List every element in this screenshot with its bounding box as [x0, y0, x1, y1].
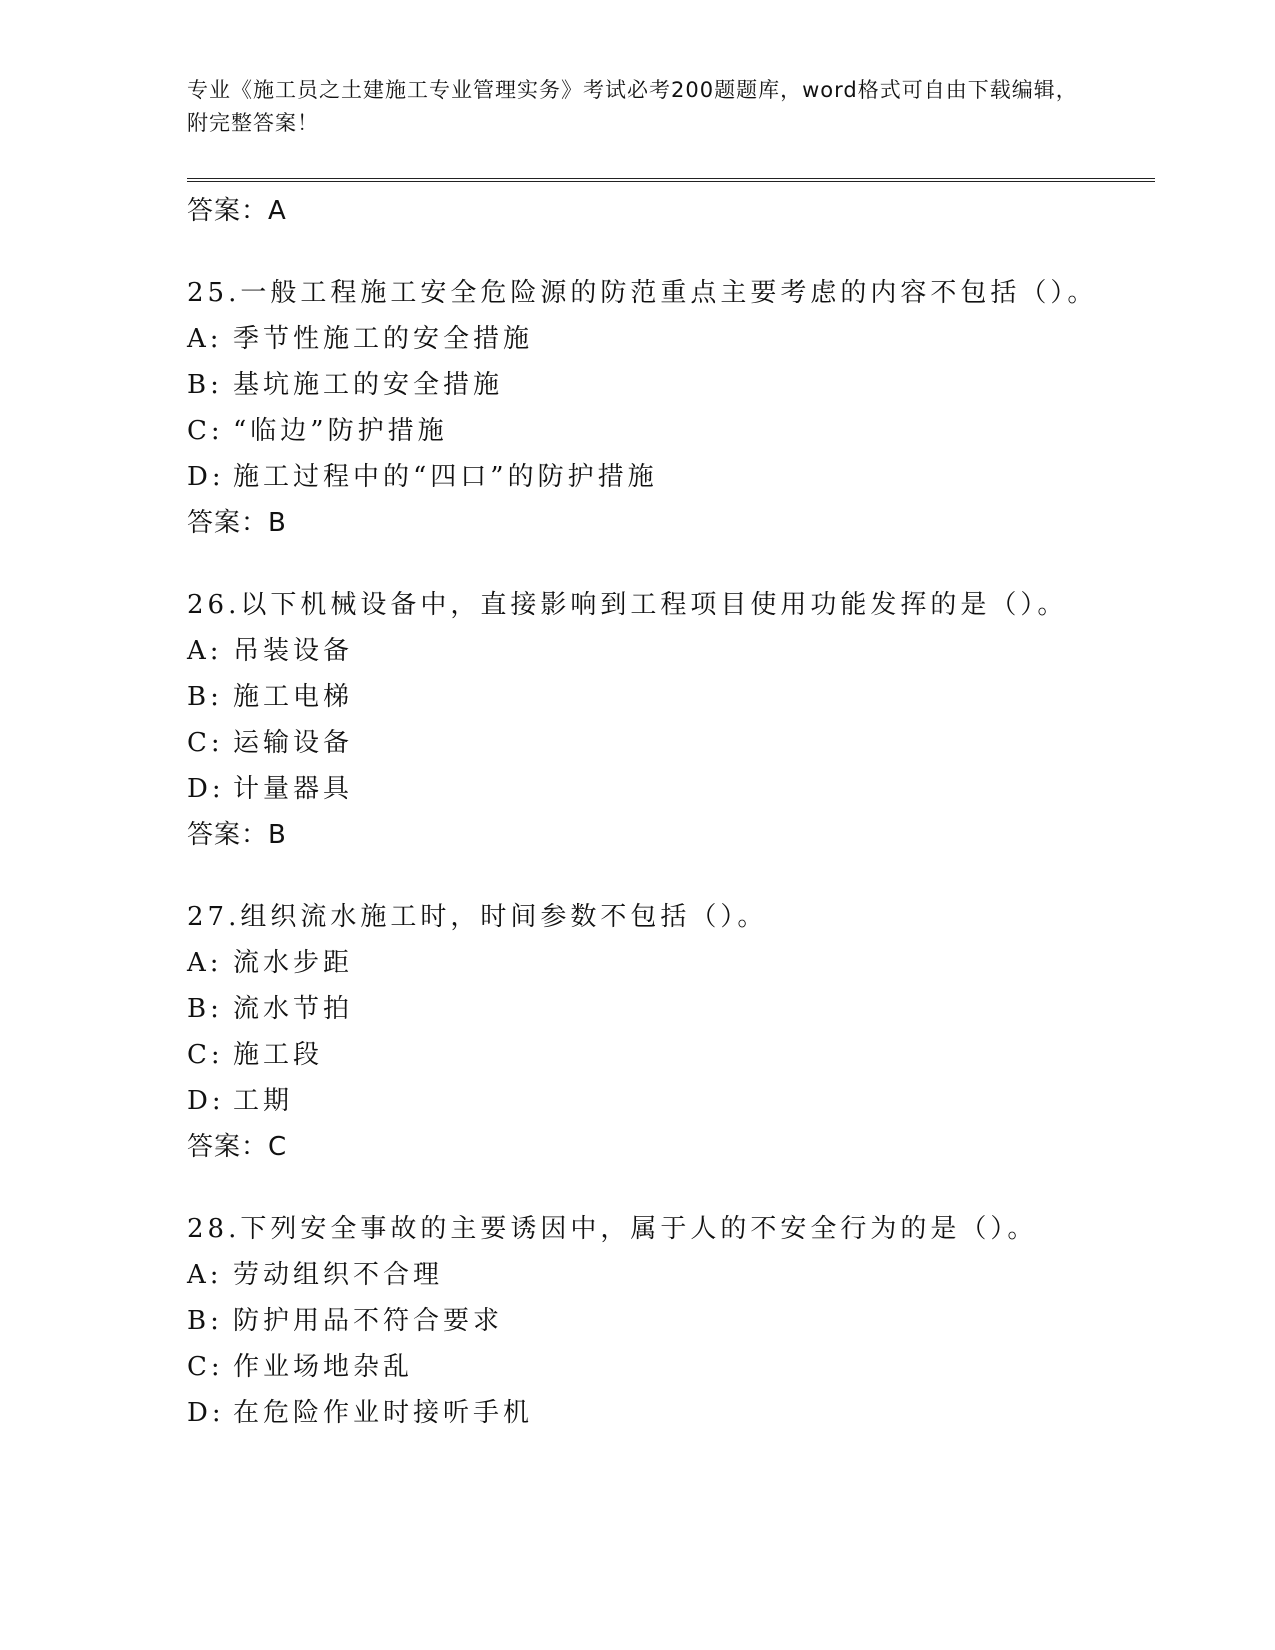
- option-c: [187, 720, 1147, 766]
- option-text: 工期: [233, 1086, 294, 1116]
- option-text: 运输设备: [233, 728, 354, 758]
- option-letter: D:: [187, 462, 225, 492]
- answer-line: 答案：C: [187, 1132, 288, 1162]
- option-a: [187, 316, 1147, 362]
- question-stem: 25.一般工程施工安全危险源的防范重点主要考虑的内容不包括（）。: [187, 278, 1098, 308]
- option-letter: C:: [187, 728, 224, 758]
- option-text: 吊装设备: [233, 636, 354, 666]
- option-text: 作业场地杂乱: [233, 1352, 414, 1382]
- option-c: [187, 1032, 1147, 1078]
- option-text: 流水步距: [233, 948, 354, 978]
- option-d: [187, 766, 1147, 812]
- option-text: 施工过程中的“四口”的防护措施: [233, 462, 658, 492]
- option-text: 季节性施工的安全措施: [233, 324, 534, 354]
- question-28: [187, 1206, 1147, 1436]
- option-d: [187, 1078, 1147, 1124]
- option-letter: D:: [187, 774, 225, 804]
- question-27: [187, 894, 1147, 1170]
- option-letter: D:: [187, 1086, 225, 1116]
- option-a: [187, 628, 1147, 674]
- option-letter: A:: [187, 948, 223, 978]
- document-header: [187, 74, 1087, 140]
- option-text: 流水节拍: [233, 994, 354, 1024]
- question-25: [187, 270, 1147, 546]
- option-letter: C:: [187, 416, 224, 446]
- option-text: 计量器具: [233, 774, 354, 804]
- option-letter: A:: [187, 636, 223, 666]
- answer-line: 答案：B: [187, 820, 287, 850]
- question-stem: 27.组织流水施工时，时间参数不包括（）。: [187, 902, 768, 932]
- option-letter: B:: [187, 682, 223, 712]
- option-letter: B:: [187, 370, 223, 400]
- option-letter: B:: [187, 994, 223, 1024]
- question-stem: 26.以下机械设备中，直接影响到工程项目使用功能发挥的是（）。: [187, 590, 1068, 620]
- option-text: 施工段: [233, 1040, 324, 1070]
- option-c: [187, 1344, 1147, 1390]
- option-text: 施工电梯: [233, 682, 354, 712]
- option-letter: C:: [187, 1040, 224, 1070]
- option-d: [187, 1390, 1147, 1436]
- option-letter: C:: [187, 1352, 224, 1382]
- option-c: [187, 408, 1147, 454]
- question-stem: 28.下列安全事故的主要诱因中，属于人的不安全行为的是（）。: [187, 1214, 1038, 1244]
- document-body: [187, 188, 1147, 1436]
- question-26: [187, 582, 1147, 858]
- option-text: 基坑施工的安全措施: [233, 370, 504, 400]
- header-text: 专业《施工员之土建施工专业管理实务》考试必考200题题库，word格式可自由下载编辑，附完整答案！: [187, 78, 1078, 135]
- option-a: [187, 1252, 1147, 1298]
- option-text: 防护用品不符合要求: [233, 1306, 504, 1336]
- answer-line: 答案：A: [187, 196, 287, 226]
- option-letter: A:: [187, 1260, 223, 1290]
- option-b: [187, 362, 1147, 408]
- option-b: [187, 674, 1147, 720]
- option-letter: A:: [187, 324, 223, 354]
- option-text: “临边”防护措施: [233, 416, 448, 446]
- option-b: [187, 1298, 1147, 1344]
- option-text: 在危险作业时接听手机: [233, 1398, 534, 1428]
- option-b: [187, 986, 1147, 1032]
- option-letter: B:: [187, 1306, 223, 1336]
- header-divider: [187, 178, 1155, 182]
- answer-line: 答案：B: [187, 508, 287, 538]
- option-letter: D:: [187, 1398, 225, 1428]
- option-text: 劳动组织不合理: [233, 1260, 444, 1290]
- option-d: [187, 454, 1147, 500]
- option-a: [187, 940, 1147, 986]
